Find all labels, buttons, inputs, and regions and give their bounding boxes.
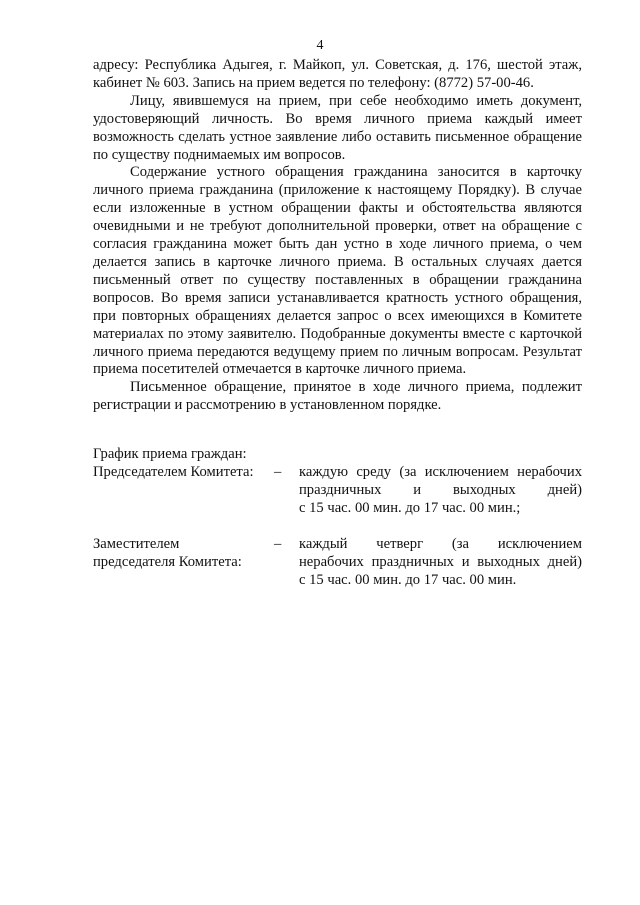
schedule-deputy-label-line1: Заместителем xyxy=(93,536,180,552)
paragraph-written-appeal: Письменное обращение, принятое в ходе личного приема, подлежит регистрации и рассмотрению в установленном порядке. xyxy=(93,379,582,414)
schedule-row-deputy xyxy=(93,536,582,590)
paragraph-identity-document: Лицу, явившемуся на прием, при себе необходимо иметь документ, удостоверяющий личность. Во время личного приема каждый имеет возможность сделать устное заявление либо оставить письменное обращение по существу поднимаемых им вопросов. xyxy=(93,92,582,163)
paragraph-oral-appeal: Содержание устного обращения гражданина заносится в карточку личного приема гражданина (приложение к настоящему Порядку). В случае если изложенные в устном обращении факты и обстоятельства являются очевидными и не требуют дополнительной проверки, ответ на обращение с согласия гражданина может быть дан устно в ходе личного приема, о чем делается запись в карточке личного приема. В остальных случаях дается письменный ответ по существу поставленных в обращении гражданина вопросов. Во время записи устанавливается кратность устного обращения, при повторных обращениях делается запрос о всех имеющихся в Комитете материалах по этому заявителю. Подобранные документы вместе с карточкой личного приема передаются ведущему прием по личным вопросам. Результат приема посетителей отмечается в карточке личного приема. xyxy=(93,164,582,378)
schedule-chairman-label: Председателем Комитета: xyxy=(93,464,254,480)
paragraph-address: адресу: Республика Адыгея, г. Майкоп, ул. Советская, д. 176, шестой этаж, кабинет № 603. Запись на прием ведется по телефону: (8772) 57-00-46. xyxy=(93,57,582,91)
schedule-title: График приема граждан: xyxy=(93,446,247,462)
schedule-dash: – xyxy=(274,464,282,480)
schedule-chairman-line1: каждую среду (за исключением нерабочих xyxy=(299,464,582,480)
schedule-deputy-line1: каждый четверг (за исключением xyxy=(299,536,582,552)
document-body xyxy=(93,57,582,415)
page-number: 4 xyxy=(316,38,324,53)
schedule-deputy-label-line2: председателя Комитета: xyxy=(93,553,242,570)
schedule-dash: – xyxy=(274,536,282,552)
schedule-deputy-line2: нерабочих праздничных и выходных дней) xyxy=(299,553,582,570)
schedule-deputy-time xyxy=(299,536,582,590)
schedule-deputy-label xyxy=(93,536,273,572)
schedule-chairman-time xyxy=(299,464,582,518)
schedule-chairman-line3: с 15 час. 00 мин. до 17 час. 00 мин.; xyxy=(299,499,521,516)
schedule-chairman-line2: праздничных и выходных дней) xyxy=(299,481,582,498)
schedule-deputy-line3: с 15 час. 00 мин. до 17 час. 00 мин. xyxy=(299,571,517,588)
schedule-row-chairman xyxy=(93,464,582,518)
